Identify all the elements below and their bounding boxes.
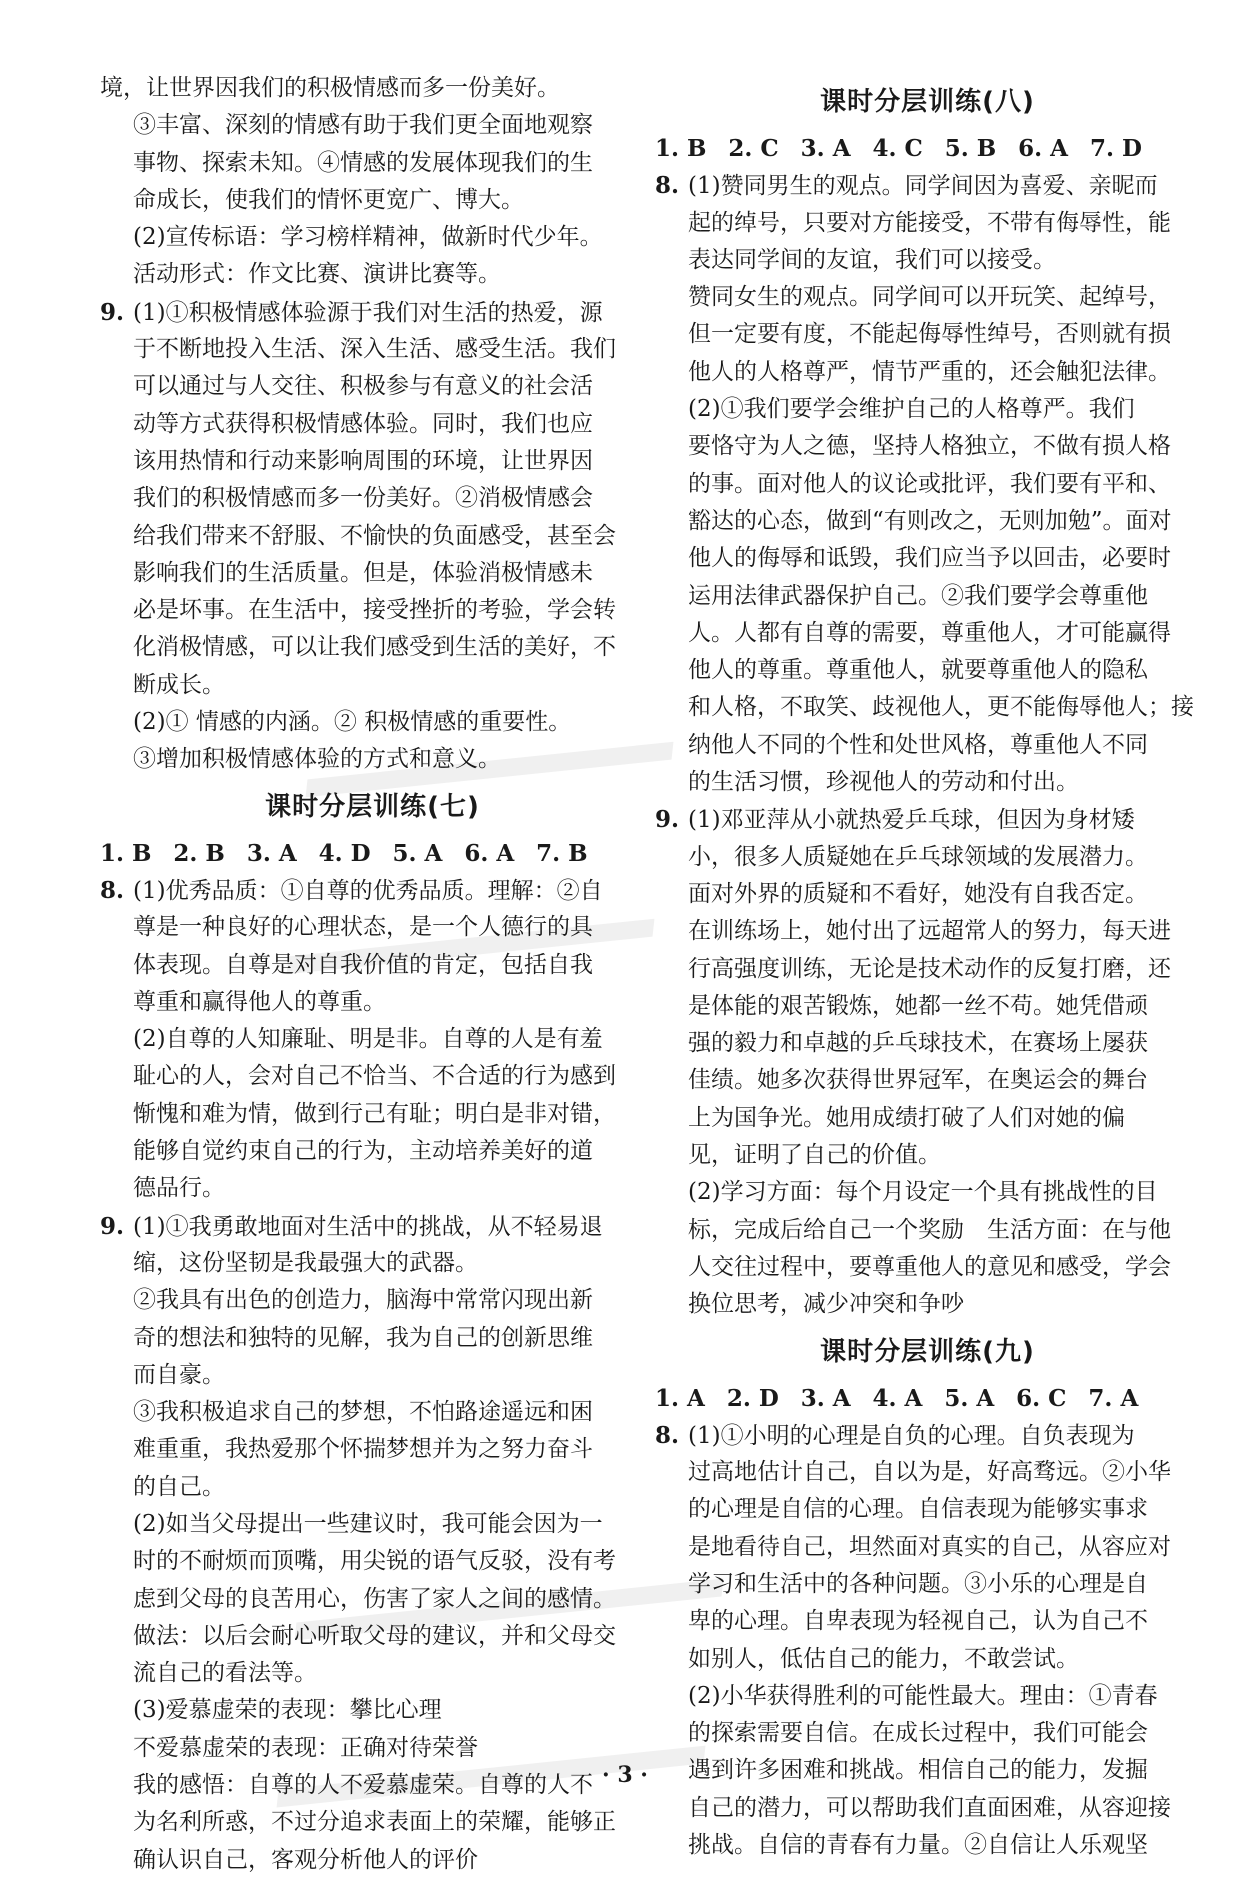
answer-key-9: 1. A 2. D 3. A 4. A 5. A 6. C 7. A: [655, 1384, 1139, 1412]
text-line: 见，证明了自己的价值。: [688, 1142, 941, 1169]
text-line: (2)自尊的人知廉耻、明是非。自尊的人是有羞: [133, 1026, 603, 1053]
text-line: 流自己的看法等。: [133, 1660, 317, 1687]
text-line: 为名利所惑，不过分追求表面上的荣耀，能够正: [133, 1809, 616, 1836]
text-line: 活动形式：作文比赛、演讲比赛等。: [133, 261, 501, 288]
text-line: 化消极情感，可以让我们感受到生活的美好，不: [133, 634, 616, 661]
answer-key-8: 1. B 2. C 3. A 4. C 5. B 6. A 7. D: [655, 135, 1142, 162]
text-line: (3)爱慕虚荣的表现：攀比心理: [133, 1697, 442, 1724]
text-line: (2)小华获得胜利的可能性最大。理由：①青春: [688, 1682, 1158, 1709]
text-line: 和人格，不取笑、歧视他人，更不能侮辱他人；接: [688, 694, 1194, 721]
text-line: 是地看待自己，坦然面对真实的自己，从容应对: [688, 1533, 1171, 1560]
text-line: 境，让世界因我们的积极情感而多一份美好。: [100, 75, 560, 101]
text-line: 影响我们的生活质量。但是，体验消极情感未: [133, 559, 593, 586]
text-line: 佳绩。她多次获得世界冠军，在奥运会的舞台: [688, 1067, 1148, 1094]
text-line: 赞同女生的观点。同学间可以开玩笑、起绰号，: [688, 284, 1171, 311]
text-line: 豁达的心态，做到“有则改之，无则加勉”。面对: [688, 507, 1172, 534]
text-line: 惭愧和难为情，做到行己有耻；明白是非对错，: [133, 1100, 616, 1127]
text-line: 换位思考，减少冲突和争吵: [688, 1291, 964, 1318]
section-title-8: 课时分层训练(八): [820, 87, 1035, 117]
question-8-line: 8. (1)①小明的心理是自负的心理。自负表现为: [655, 1421, 1135, 1449]
text-line: 奇的想法和独特的见解，我为自己的创新思维: [133, 1324, 593, 1351]
text-line: (2)如当父母提出一些建议时，我可能会因为一: [133, 1510, 603, 1537]
text-line: 动等方式获得积极情感体验。同时，我们也应: [133, 410, 593, 437]
text-line: 人交往过程中，要尊重他人的意见和感受，学会: [688, 1253, 1171, 1280]
text-line: 他人的人格尊严，情节严重的，还会触犯法律。: [688, 358, 1171, 385]
text-line: (2)①我们要学会维护自己的人格尊严。我们: [688, 396, 1135, 423]
page-number: · 3 ·: [602, 1762, 648, 1788]
text-line: 他人的侮辱和诋毁，我们应当予以回击，必要时: [688, 545, 1171, 572]
text-line: 我们的积极情感而多一份美好。②消极情感会: [133, 485, 593, 512]
text-line: 的探索需要自信。在成长过程中，我们可能会: [688, 1720, 1148, 1747]
text-line: 表达同学间的友谊，我们可以接受。: [688, 246, 1056, 273]
text-line: (2)① 情感的内涵。② 积极情感的重要性。: [133, 709, 572, 736]
text-line: 事物、探索未知。④情感的发展体现我们的生: [133, 149, 593, 176]
text-line: 时的不耐烦而顶嘴，用尖锐的语气反驳，没有考: [133, 1548, 616, 1575]
text-line: 面对外界的质疑和不看好，她没有自我否定。: [688, 880, 1148, 907]
text-line: 行高强度训练，无论是技术动作的反复打磨，还: [688, 955, 1171, 982]
text-line: 他人的尊重。尊重他人，就要尊重他人的隐私: [688, 657, 1148, 684]
text-line: 不爱慕虚荣的表现：正确对待荣誉: [133, 1734, 478, 1761]
text-line: ③增加积极情感体验的方式和意义。: [133, 746, 501, 773]
text-line: 在训练场上，她付出了远超常人的努力，每天进: [688, 918, 1171, 945]
section-title-7: 课时分层训练(七): [265, 791, 480, 822]
question-9-line: 9. (1)①我勇敢地面对生活中的挑战，从不轻易退: [100, 1212, 603, 1240]
text-line: 是体能的艰苦锻炼，她都一丝不苟。她凭借顽: [688, 992, 1148, 1019]
question-number: 9.: [100, 298, 125, 326]
text-line: 耻心的人，会对自己不恰当、不合适的行为感到: [133, 1063, 616, 1090]
text-line: 纳他人不同的个性和处世风格，尊重他人不同: [688, 731, 1148, 758]
text-line: 命成长，使我们的情怀更宽广、博大。: [133, 186, 524, 213]
text-line: 给我们带来不舒服、不愉快的负面感受，甚至会: [133, 522, 616, 549]
text-line: 尊重和赢得他人的尊重。: [133, 988, 386, 1015]
text-line: 标，完成后给自己一个奖励 生活方面：在与他: [688, 1216, 1171, 1243]
text-line: 的生活习惯，珍视他人的劳动和付出。: [688, 769, 1079, 796]
text-line: ③丰富、深刻的情感有助于我们更全面地观察: [133, 112, 593, 139]
text-line: 我的感悟：自尊的人不爱慕虚荣。自尊的人不: [133, 1772, 593, 1799]
text-line: 难重重，我热爱那个怀揣梦想并为之努力奋斗: [133, 1436, 593, 1463]
text-line: 断成长。: [133, 671, 225, 698]
text-line: ②我具有出色的创造力，脑海中常常闪现出新: [133, 1287, 593, 1314]
section-title-9: 课时分层训练(九): [820, 1336, 1035, 1367]
text-line: 做法：以后会耐心听取父母的建议，并和父母交: [133, 1622, 616, 1649]
text-line: 可以通过与人交往、积极参与有意义的社会活: [133, 373, 593, 400]
text-line: 强的毅力和卓越的乒乓球技术，在赛场上屡获: [688, 1030, 1148, 1057]
text-line: 的事。面对他人的议论或批评，我们要有平和、: [688, 470, 1171, 497]
text-line: ③我积极追求自己的梦想，不怕路途遥远和困: [133, 1399, 593, 1426]
text-line: 虑到父母的良苦用心，伤害了家人之间的感情。: [133, 1585, 616, 1612]
text-line: 如别人，低估自己的能力，不敢尝试。: [688, 1645, 1079, 1672]
text-line: 该用热情和行动来影响周围的环境，让世界因: [133, 447, 593, 474]
text-line: (2)宣传标语：学习榜样精神，做新时代少年。: [133, 224, 603, 251]
text-line: 的心理是自信的心理。自信表现为能够实事求: [688, 1496, 1148, 1523]
text-line: 于不断地投入生活、深入生活、感受生活。我们: [133, 336, 616, 363]
question-9-line: 9. (1)①积极情感体验源于我们对生活的热爱，源: [100, 294, 645, 331]
text-line: 人。人都有自尊的需要，尊重他人，才可能赢得: [688, 619, 1171, 646]
question-8-line: 8. (1)优秀品质：①自尊的优秀品质。理解：②自: [100, 876, 603, 904]
text-line: 体表现。自尊是对自我价值的肯定，包括自我: [133, 951, 593, 978]
left-column: [100, 70, 645, 1879]
text-line: 起的绰号，只要对方能接受，不带有侮辱性，能: [688, 209, 1171, 236]
text-line: 过高地估计自己，自以为是，好高骛远。②小华: [688, 1459, 1171, 1486]
text-line: 遇到许多困难和挑战。相信自己的能力，发掘: [688, 1757, 1148, 1784]
answer-key-7: 1. B 2. B 3. A 4. D 5. A 6. A 7. B: [100, 839, 588, 867]
right-column: [655, 74, 1200, 1864]
text-line: 但一定要有度，不能起侮辱性绰号，否则就有损: [688, 321, 1171, 348]
text-line: 要恪守为人之德，坚持人格独立，不做有损人格: [688, 433, 1171, 460]
text-line: 尊是一种良好的心理状态，是一个人德行的具: [133, 914, 593, 941]
text-line: 卑的心理。自卑表现为轻视自己，认为自己不: [688, 1608, 1148, 1635]
text-line: 小，很多人质疑她在乒乓球领域的发展潜力。: [688, 843, 1148, 870]
text-line: 缩，这份坚韧是我最强大的武器。: [133, 1249, 478, 1276]
text-line: 运用法律武器保护自己。②我们要学会尊重他: [688, 582, 1148, 609]
question-8-line: 8. (1)赞同男生的观点。同学间因为喜爱、亲昵而: [655, 172, 1158, 200]
text-line: 学习和生活中的各种问题。③小乐的心理是自: [688, 1570, 1148, 1597]
text-line: 确认识自己，客观分析他人的评价: [133, 1846, 478, 1873]
question-9-line: 9. (1)邓亚萍从小就热爱乒乓球，但因为身材矮: [655, 806, 1135, 834]
text-line: (2)学习方面：每个月设定一个具有挑战性的目: [688, 1179, 1158, 1206]
text-line: 而自豪。: [133, 1361, 225, 1388]
text-line: 自己的潜力，可以帮助我们直面困难，从容迎接: [688, 1794, 1171, 1821]
text-line: 能够自觉约束自己的行为，主动培养美好的道: [133, 1138, 593, 1165]
text-line: 德品行。: [133, 1175, 225, 1202]
text-line: 挑战。自信的青春有力量。②自信让人乐观坚: [688, 1832, 1148, 1859]
text-line: 上为国争光。她用成绩打破了人们对她的偏: [688, 1104, 1125, 1131]
text-line: 的自己。: [133, 1473, 225, 1500]
text-line: 必是坏事。在生活中，接受挫折的考验，学会转: [133, 597, 616, 624]
